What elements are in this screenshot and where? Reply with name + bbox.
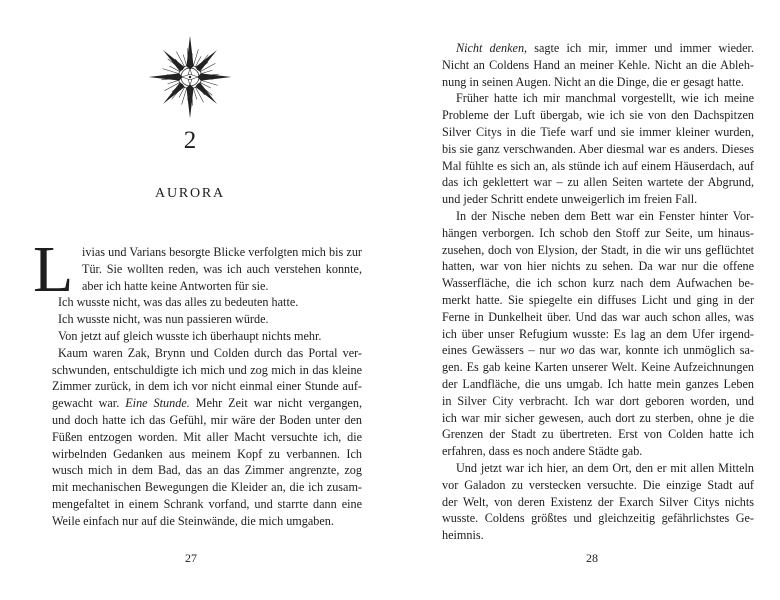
text-run: hatten, war von hier nichts zu sehen. Da war nur die offene (442, 259, 754, 274)
body-line (442, 359, 754, 375)
body-line (442, 443, 754, 459)
body-line (58, 294, 362, 310)
text-run: ivias und Varians besorgte Blicke verfolgten mich bis zur (82, 245, 362, 259)
text-run: merkt hatte. Sie spiegelte ein diffuses Licht und ging in der (442, 293, 754, 307)
body-line (82, 278, 362, 294)
text-run: Und jetzt war ich hier, an dem Ort, den er mit allen Mitteln (456, 461, 754, 475)
body-line (442, 275, 754, 291)
body-line (442, 376, 754, 392)
text-run: Von jetzt auf gleich wusste ich überhaupt nichts mehr. (58, 329, 322, 343)
body-line (52, 395, 362, 411)
chapter-number: 2 (183, 127, 197, 154)
body-line (442, 326, 754, 342)
body-line (442, 258, 754, 274)
body-line (58, 345, 362, 361)
body-line (52, 496, 362, 512)
compass-rose-icon (145, 32, 235, 122)
text-run: Ich wusste nicht, was nun passieren würde. (58, 312, 269, 327)
body-line (58, 328, 362, 344)
text-run: aber ich hatte keine Antworten für sie. (82, 278, 269, 293)
body-line (442, 510, 754, 526)
drop-cap: L (33, 233, 74, 306)
text-run: In der Nische neben dem Bett war ein Fenster hinter Vor- (456, 209, 754, 223)
text-run: Tür. Sie wollten reden, was ich auch verstehen konnte, (82, 261, 362, 276)
body-line (442, 158, 754, 174)
text-run: Mehr Zeit war nicht vergangen, (189, 396, 362, 411)
body-line (456, 40, 754, 56)
body-line (442, 57, 754, 73)
text-run: Füßen entzogen worden. Mit aller Macht versuchte ich, die (52, 429, 362, 444)
italic-run: Nicht denken, (456, 41, 528, 55)
body-line (52, 479, 362, 495)
text-run: wirbelnden Gedanken aus meinem Kopf zu verbannen. Ich (52, 446, 362, 461)
text-run: das ich geklettert war – zu allen Seiten wartete der Abgrund, (442, 175, 754, 190)
text-run: das war, konnte ich unmöglich sa- (574, 343, 754, 358)
text-run: Weile einfach nur auf die Steinwände, die mich umgaben. (52, 513, 334, 528)
body-line (52, 362, 362, 378)
body-line (442, 494, 754, 510)
text-run: wusste. Coldens größtes und gleichzeitig gefährlichstes Ge- (442, 511, 754, 526)
text-run: und jeder Schritt endete unweigerlich im freien Fall. (442, 192, 698, 207)
body-line (442, 292, 754, 308)
page-number-right: 28 (586, 551, 598, 565)
text-run: gewacht war. (52, 396, 126, 411)
text-run: in Silver City verbracht. Ich war dort geboren worden, und (442, 393, 754, 408)
text-run: sagte ich mir, immer und immer wieder. (527, 41, 754, 55)
body-line (442, 174, 754, 190)
body-line (52, 462, 362, 478)
body-line (52, 446, 362, 462)
body-line (52, 378, 362, 394)
text-run: Grenzen der Stadt zu übertreten. Erst von Colden hatte ich (442, 427, 754, 442)
body-line (442, 107, 754, 123)
body-line (52, 513, 362, 529)
text-run: heimnis. (442, 528, 484, 543)
body-line (58, 311, 362, 327)
text-run: Wasserfläche, die ich schon kurz nach dem Aufwachen be- (442, 276, 754, 291)
body-line (442, 191, 754, 207)
body-line (442, 527, 754, 543)
body-line (82, 244, 362, 260)
text-run: der Welt, von deren Existenz der Exarch Silver Citys nichts (442, 494, 754, 509)
body-line (52, 429, 362, 445)
text-run: bis sie ganz verschwanden. Aber diesmal war es anders. Dieses (442, 141, 754, 156)
text-run: mit mechanischen Bewegungen die Kleider an, die ich zusam- (52, 480, 362, 495)
text-run: mengefaltet in einem Schrank vorfand, und starrte dann eine (52, 497, 362, 511)
text-run: erfahren, dass es noch andere Städte gab. (442, 444, 643, 459)
body-line (442, 242, 754, 258)
text-run: gen. Es gab keine Karten unserer Welt. Keine Aufzeichnungen (442, 360, 754, 375)
text-run: Kaum waren Zak, Brynn und Colden durch das Portal ver- (58, 345, 362, 360)
text-run: schwunden, entschuldigte ich mich und zog mich in das kleine (52, 362, 362, 377)
body-line (442, 426, 754, 442)
right-page (390, 0, 780, 600)
page-number-left: 27 (185, 551, 197, 565)
body-line (442, 477, 754, 493)
body-line (456, 460, 754, 476)
text-run: nung in seinen Augen. Nicht an die Dinge, die er gesagt hatte. (442, 74, 744, 89)
text-run: Ferne in Dunkelheit über. Und das war auch schon alles, was (442, 309, 754, 324)
italic-run: wo (560, 343, 575, 358)
text-run: ich war mir sicher gewesen, auch dort zu sterben, ohne je die (442, 410, 754, 425)
body-line (442, 74, 754, 90)
body-line (442, 410, 754, 426)
text-run: Nicht an Coldens Hand an meiner Kehle. Nicht an die Ableh- (442, 57, 754, 72)
body-line (442, 141, 754, 157)
text-run: zusehen, doch von Elysion, der Stadt, in die wir uns geflüchtet (442, 242, 754, 257)
text-run: Probleme der Luft übergab, wie ich sie von den Dachspitzen (442, 108, 754, 123)
text-run: vor Galadon zu verstecken versuchte. Die einzige Stadt auf (442, 477, 754, 492)
text-run: und doch hatte ich das Gefühl, mir wäre der Boden unter den (52, 413, 362, 427)
body-line (442, 309, 754, 325)
text-run: ich über unser Refugium wusste: Es lag an dem Ufer irgend- (442, 326, 754, 341)
body-line (52, 412, 362, 428)
italic-run: Eine Stunde. (125, 396, 190, 411)
body-line (442, 393, 754, 409)
body-line (82, 261, 362, 277)
body-line (456, 90, 754, 106)
text-run: Mal fühlte es sich an, als stünde ich auf einem Häuserdach, auf (442, 158, 754, 173)
body-line (442, 124, 754, 140)
text-run: eines Gewässers – nur (442, 343, 561, 358)
text-run: Zimmer zurück, in dem ich vor nicht einmal einer Stunde auf- (52, 379, 362, 394)
text-run: Früher hatte ich mir manchmal vorgestellt, wie ich meine (456, 91, 754, 106)
body-line (456, 208, 754, 224)
text-run: der Landfläche, die uns umgab. Ich hatte mein ganzes Leben (442, 377, 754, 391)
chapter-title: AURORA (155, 186, 225, 201)
body-line (442, 342, 754, 358)
body-line (442, 225, 754, 241)
text-run: Silver Citys in die Tiefe warf und sie immer kleiner wurden, (442, 125, 754, 139)
text-run: Ich wusste nicht, was das alles zu bedeuten hatte. (58, 295, 299, 310)
text-run: hängen verborgen. Ich schob den Stoff zur Seite, um hinaus- (442, 225, 754, 240)
text-run: wusch mich in dem Bad, das an das Zimmer angrenzte, zog (52, 463, 362, 478)
